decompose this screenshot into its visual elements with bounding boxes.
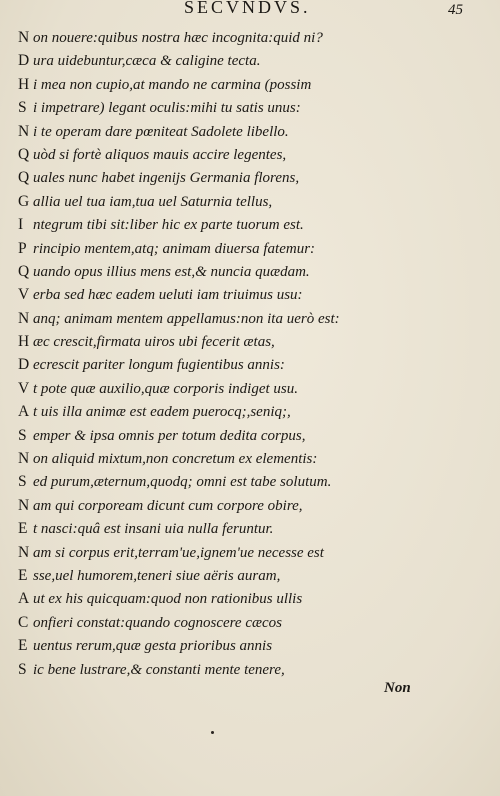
verse-line	[18, 307, 488, 330]
verse-text: t uis illa animæ est eadem puerocq;,seniq;,	[33, 404, 291, 421]
verse-line	[18, 213, 488, 236]
verse-line	[18, 330, 488, 353]
verse-text: am qui corpoream dicunt cum corpore obire,	[33, 497, 303, 514]
verse-text: anq; animam mentem appellamus:non ita uerò est:	[33, 310, 340, 327]
running-head	[0, 0, 500, 24]
verse-text: uentus rerum,quæ gesta prioribus annis	[33, 638, 273, 655]
verse-line	[18, 120, 488, 143]
verse-initial: D	[18, 52, 30, 70]
verse-initial: S	[18, 426, 27, 444]
verse-initial: N	[18, 309, 30, 327]
verse-line	[18, 353, 488, 376]
verse-text: uales nunc habet ingenijs Germania florens,	[33, 170, 300, 187]
verse-initial: A	[18, 590, 30, 608]
verse-initial: V	[18, 379, 30, 397]
verse-text: on aliquid mixtum,non concretum ex elementis:	[33, 451, 318, 468]
verse-initial: S	[18, 660, 27, 678]
verse-line	[18, 400, 488, 423]
verse-line	[18, 517, 488, 540]
verse-text: rincipio mentem,atq; animam diuersa fatemur:	[33, 240, 316, 257]
verse-line	[18, 564, 488, 587]
verse-initial: P	[18, 239, 27, 257]
verse-line	[18, 143, 488, 166]
verse-initial: S	[18, 99, 27, 117]
verse-initial: H	[18, 333, 30, 351]
verse-line	[18, 190, 488, 213]
verse-initial: G	[18, 192, 30, 210]
verse-line	[18, 447, 488, 470]
verse-initial: D	[18, 356, 30, 374]
verse-block	[18, 26, 488, 681]
verse-initial: E	[18, 566, 28, 584]
verse-initial: Q	[18, 262, 30, 280]
verse-line	[18, 424, 488, 447]
verse-line	[18, 283, 488, 306]
verse-initial: N	[18, 450, 30, 468]
verse-line	[18, 96, 488, 119]
verse-line	[18, 260, 488, 283]
verse-initial: A	[18, 403, 30, 421]
verse-line	[18, 470, 488, 493]
verse-text: ntegrum tibi sit:liber hic ex parte tuorum est.	[33, 217, 304, 234]
verse-initial: E	[18, 520, 28, 538]
verse-line	[18, 658, 488, 681]
verse-text: ura uidebuntur,cæca & caligine tecta.	[33, 53, 261, 70]
verse-line	[18, 634, 488, 657]
verse-text: emper & ipsa omnis per totum dedita corpus,	[33, 427, 306, 444]
verse-initial: N	[18, 496, 30, 514]
verse-text: am si corpus erit,terram'ue,ignem'ue necesse est	[33, 544, 324, 561]
verse-line	[18, 587, 488, 610]
verse-text: onfieri constat:quando cognoscere cæcos	[33, 614, 282, 631]
verse-line	[18, 166, 488, 189]
verse-initial: C	[18, 613, 29, 631]
verse-text: i te operam dare pœniteat Sadolete libello.	[33, 123, 289, 140]
verse-line	[18, 611, 488, 634]
verse-text: allia uel tua iam,tua uel Saturnia tellus,	[33, 193, 273, 210]
catchword: Non	[384, 680, 411, 696]
running-title: SECVNDVS.	[184, 0, 311, 17]
verse-line	[18, 49, 488, 72]
verse-text: uòd si fortè aliquos mauis accire legentes,	[33, 146, 287, 163]
page-number: 45	[448, 2, 463, 18]
verse-initial: Q	[18, 145, 30, 163]
verse-line	[18, 541, 488, 564]
verse-text: erba sed hæc eadem ueluti iam triuimus usu:	[33, 287, 303, 304]
ink-dot	[211, 731, 214, 734]
verse-initial: S	[18, 473, 27, 491]
verse-text: uando opus illius mens est,& nuncia quædam.	[33, 263, 310, 280]
verse-text: sse,uel humorem,teneri siue aëris auram,	[33, 567, 281, 584]
verse-initial: N	[18, 122, 30, 140]
verse-initial: H	[18, 75, 30, 93]
verse-line	[18, 237, 488, 260]
verse-text: i mea non cupio,at mando ne carmina (possim	[33, 76, 312, 93]
verse-text: t pote quæ auxilio,quæ corporis indiget usu.	[33, 380, 298, 397]
verse-line	[18, 377, 488, 400]
verse-text: i impetrare) legant oculis:mihi tu satis unus:	[33, 100, 301, 117]
verse-line	[18, 26, 488, 49]
verse-initial: I	[18, 216, 24, 234]
verse-line	[18, 73, 488, 96]
verse-initial: E	[18, 637, 28, 655]
verse-line	[18, 494, 488, 517]
verse-text: ut ex his quicquam:quod non rationibus ullis	[33, 591, 303, 608]
verse-text: ed purum,æternum,quodq; omni est tabe solutum.	[33, 474, 332, 491]
verse-initial: N	[18, 29, 30, 46]
verse-initial: N	[18, 543, 30, 561]
verse-initial: Q	[18, 169, 30, 187]
verse-initial: V	[18, 286, 30, 304]
verse-text: ic bene lustrare,& constanti mente tenere,	[33, 661, 285, 678]
verse-text: t nasci:quâ est insani uia nulla feruntur.	[33, 521, 274, 538]
verse-text: on nouere:quibus nostra hæc incognita:quid ni?	[33, 30, 323, 46]
verse-text: ecrescit pariter longum fugientibus annis:	[33, 357, 285, 374]
verse-text: æc crescit,firmata uiros ubi fecerit ætas,	[33, 334, 275, 351]
